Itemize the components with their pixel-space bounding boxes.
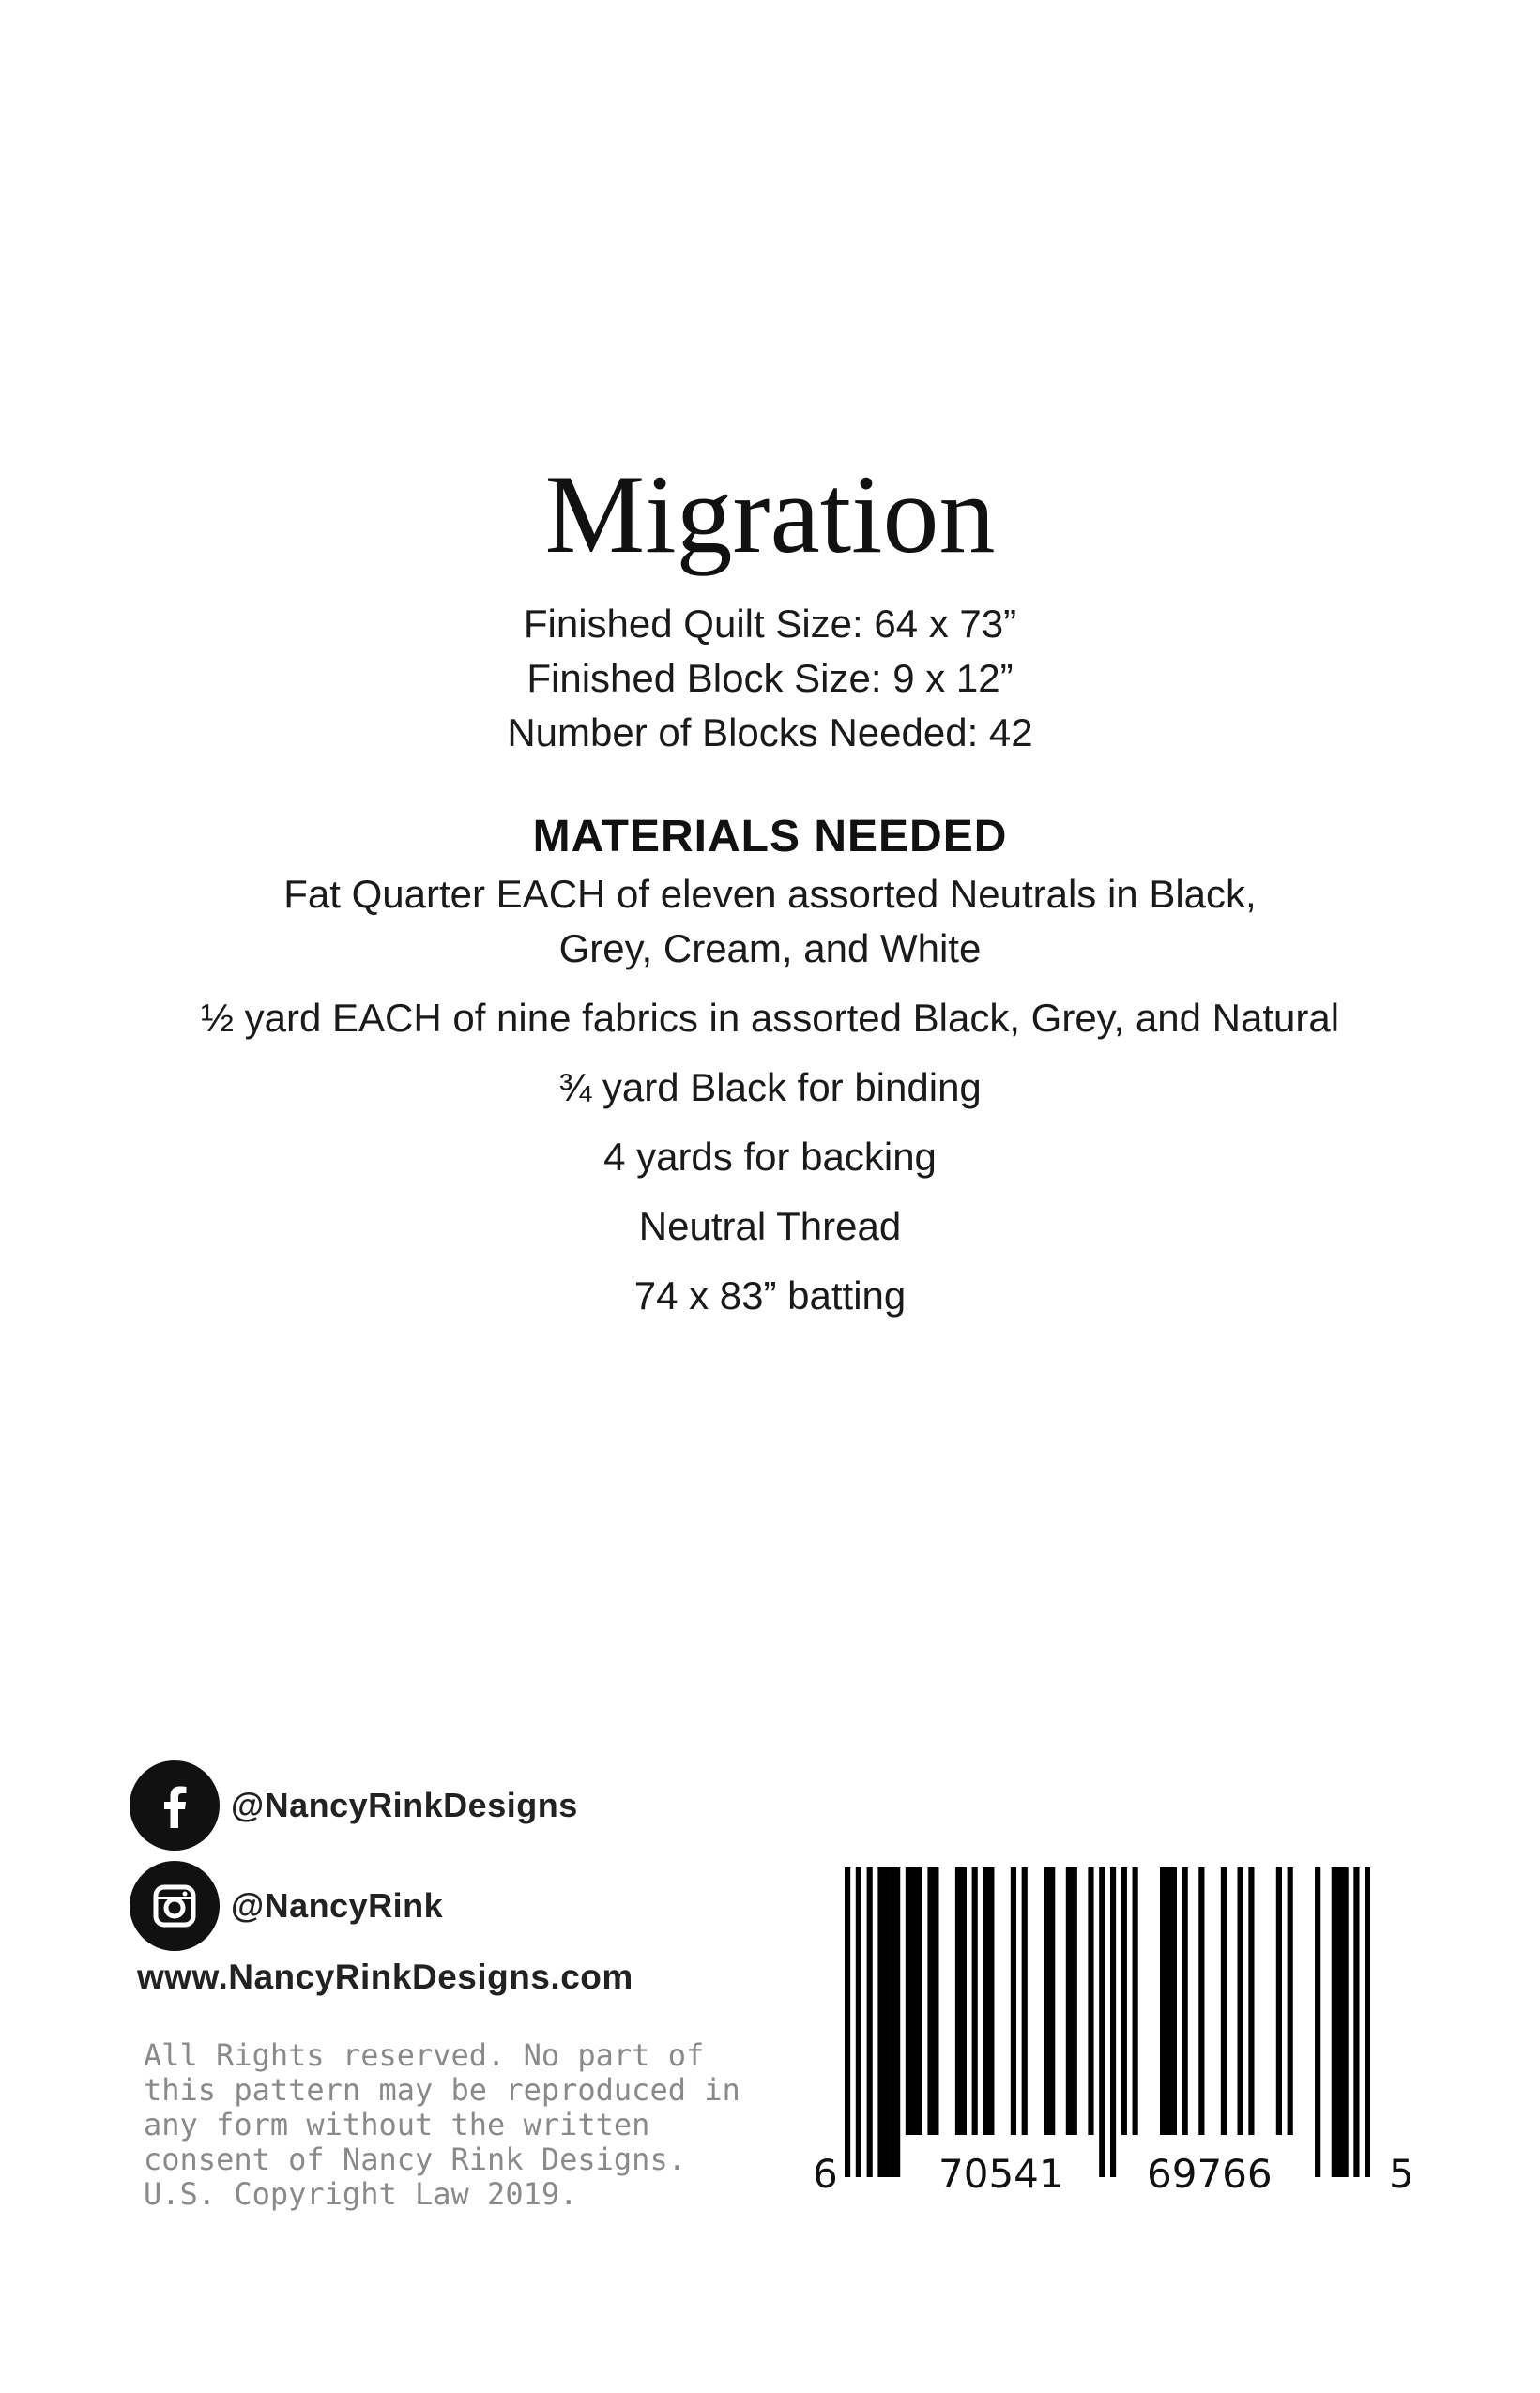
barcode-bar [1121,1867,1127,2135]
barcode-bar [972,1867,978,2135]
barcode-bar [889,1867,894,2177]
material-item: ¾ yard Black for binding [558,1065,982,1109]
barcode-bar [1182,1867,1188,2135]
upc-barcode [845,1867,1370,2177]
barcode-bar [1072,1867,1077,2135]
barcode-bar [1110,1867,1116,2177]
barcode-bar [1044,1867,1049,2135]
barcode-bar [1160,1867,1166,2135]
facebook-row[interactable] [130,1760,578,1851]
barcode-bar [1315,1867,1320,2177]
barcode-bar [955,1867,961,2135]
barcode-bar [1166,1867,1171,2135]
facebook-icon [130,1760,220,1851]
barcode-bar [1171,1867,1177,2135]
blocks-needed: Number of Blocks Needed: 42 [507,710,1033,754]
barcode-bar [961,1867,967,2135]
copyright-notice: All Rights reserved. No part of this pattern may be reproduced in any form without the written consent of Nancy Rink Designs. U.S. Copyright Law 2019. [144,2037,740,2212]
website-link[interactable]: www.NancyRinkDesigns.com [137,1958,633,1996]
barcode-bar [917,1867,922,2135]
barcode-bar [1049,1867,1055,2135]
barcode-bar [906,1867,911,2135]
barcode-check-digit: 5 [1389,2151,1414,2197]
barcode-bar [877,1867,883,2177]
barcode-left-group: 70541 [938,2151,1064,2197]
material-item: Neutral Thread [638,1204,902,1248]
barcode-right-group: 69766 [1147,2151,1273,2197]
barcode-bar [883,1867,889,2177]
barcode-bar [983,1867,988,2135]
barcode-bar [1099,1867,1105,2177]
barcode-bar [933,1867,938,2135]
barcode-bar [867,1867,873,2177]
material-item: 74 x 83” batting [633,1273,907,1318]
barcode-bar [988,1867,994,2135]
pattern-title: Migration [544,451,996,576]
barcode-bar [1133,1867,1138,2135]
barcode-bar [1011,1867,1016,2135]
barcode-bar [845,1867,850,2177]
barcode-number-system: 6 [813,2151,838,2197]
barcode-bar [1332,1867,1337,2177]
quilt-size: Finished Quilt Size: 64 x 73” [523,602,1017,646]
material-item: Grey, Cream, and White [558,926,982,970]
barcode-bar [1066,1867,1072,2135]
barcode-bar [1088,1867,1093,2135]
barcode-bar [1343,1867,1349,2177]
material-item: ½ yard EACH of nine fabrics in assorted Black, Grey, and Natural [200,996,1340,1040]
instagram-icon [130,1861,220,1951]
barcode-bar [1221,1867,1227,2135]
facebook-handle: @NancyRinkDesigns [231,1786,578,1824]
barcode-bar [1288,1867,1293,2135]
instagram-row[interactable] [130,1861,443,1951]
barcode-bar [1276,1867,1282,2135]
barcode-bar [1365,1867,1370,2177]
barcode-bar [1238,1867,1243,2135]
barcode-bar [1198,1867,1204,2135]
barcode-bar [1022,1867,1028,2135]
materials-heading: MATERIALS NEEDED [532,812,1008,861]
material-item: Fat Quarter EACH of eleven assorted Neutrals in Black, [283,872,1257,916]
barcode-bar [1337,1867,1343,2177]
barcode-bar [856,1867,861,2177]
instagram-handle: @NancyRink [231,1886,444,1925]
barcode-bar [1353,1867,1359,2177]
material-item: 4 yards for backing [603,1135,937,1179]
barcode-bar [911,1867,917,2135]
barcode-bar [894,1867,900,2177]
barcode-bar [1248,1867,1254,2135]
barcode-bar [927,1867,933,2135]
block-size: Finished Block Size: 9 x 12” [526,656,1014,700]
